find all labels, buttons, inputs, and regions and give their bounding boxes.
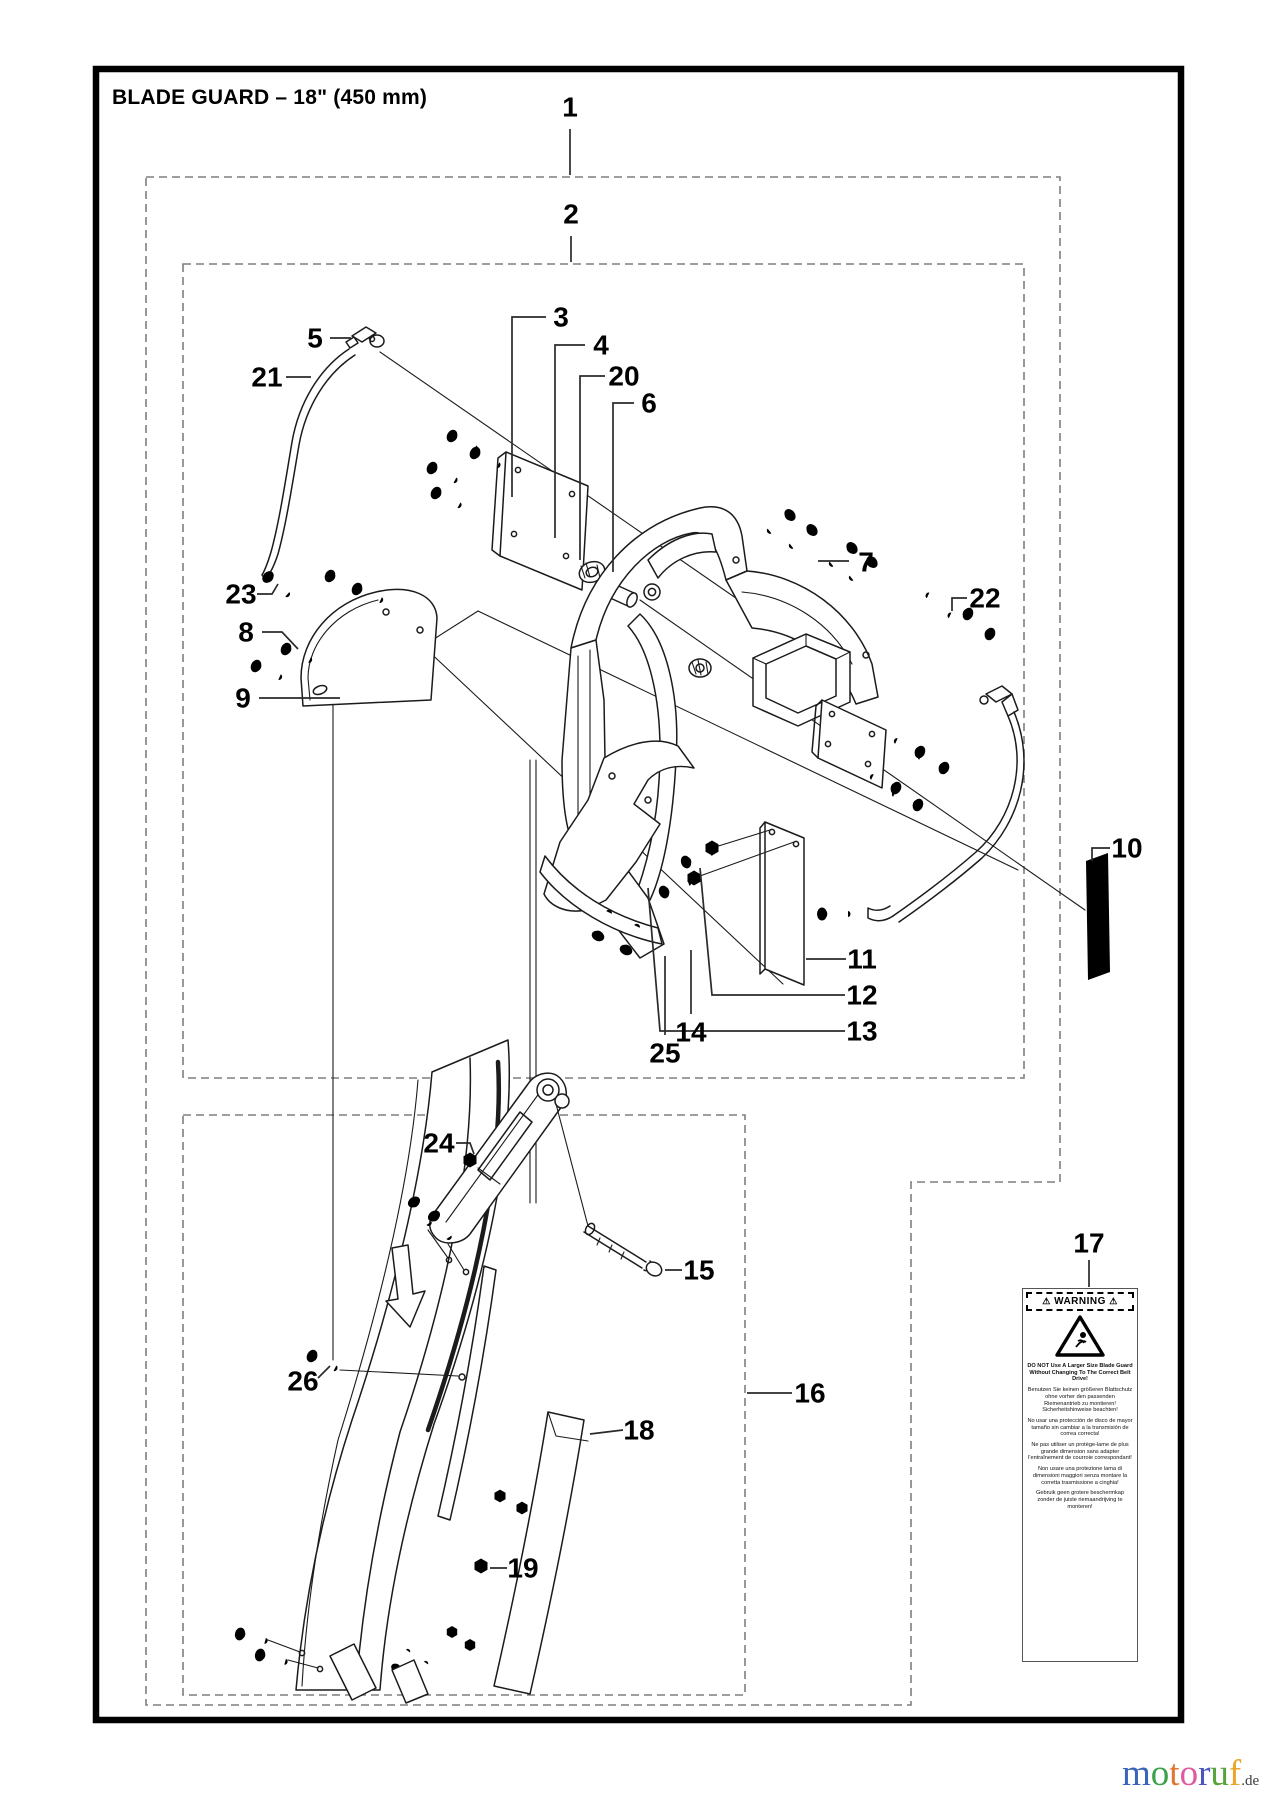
callout-number-7: 7	[858, 546, 874, 578]
warning-paragraph: No usar una protección de disco de mayor tamaño sin cambiar a la transmisión de correa correcta!	[1027, 1417, 1133, 1438]
pivot-bolt-15	[556, 1104, 664, 1279]
warning-triangle-icon: ⚠	[1109, 1296, 1118, 1306]
callout-number-6: 6	[641, 387, 657, 419]
callout-number-24: 24	[423, 1127, 455, 1159]
warning-decal	[1022, 1288, 1138, 1662]
callout-number-26: 26	[287, 1365, 319, 1397]
logo-letter: m	[1122, 1753, 1151, 1794]
callout-number-8: 8	[238, 616, 254, 648]
warning-decal-header	[1026, 1292, 1134, 1311]
kickback-warning-icon	[1054, 1313, 1106, 1359]
decal-strip-10	[1086, 853, 1110, 980]
artwork	[233, 327, 1110, 1703]
motoruf-logo	[1122, 1752, 1259, 1795]
callout-number-25: 25	[649, 1037, 681, 1069]
callout-number-14: 14	[675, 1016, 707, 1048]
warning-paragraph: DO NOT Use A Larger Size Blade Guard Without Changing To The Correct Belt Drive!	[1027, 1363, 1133, 1383]
callout-number-4: 4	[593, 329, 609, 361]
callout-number-2: 2	[563, 198, 579, 230]
callout-number-11: 11	[847, 943, 877, 975]
callout-number-19: 19	[507, 1552, 539, 1584]
callout-number-15: 15	[683, 1254, 715, 1286]
callout-number-20: 20	[608, 360, 640, 392]
assembly-group-boxes	[146, 177, 1060, 1705]
warning-header-text: WARNING	[1054, 1296, 1106, 1307]
group-box-1	[146, 177, 1060, 1705]
logo-letter: o	[1179, 1753, 1199, 1794]
callout-leader-18	[590, 1430, 623, 1434]
warning-paragraph: Non usare una protezione lama di dimensioni maggiori senza montare la corretta trasmissione a cinghia!	[1032, 1466, 1128, 1486]
warning-paragraph: Benutzen Sie keinen größeren Blattschutz ohne vorher den passenden Riemenantrieb zu montieren! Sicherheitshinweise beachten!	[1027, 1387, 1133, 1414]
callout-leader-26	[318, 1366, 330, 1378]
callout-number-16: 16	[794, 1377, 826, 1409]
warning-paragraph: Gebruik geen grotere beschermkap zonder de juiste riemaandrijving te monteren!	[1036, 1490, 1124, 1510]
callout-number-10: 10	[1111, 832, 1143, 864]
callout-number-1: 1	[562, 91, 578, 123]
callout-leader-23	[257, 584, 278, 594]
callout-leader-22	[952, 598, 967, 611]
logo-letter: f	[1228, 1753, 1242, 1794]
logo-suffix: .de	[1241, 1773, 1260, 1789]
logo-text	[1122, 1753, 1241, 1794]
logo-letter: r	[1198, 1753, 1211, 1794]
warning-paragraph: Ne pas utiliser un protège-lame de plus grande dimension sans adapter l'entraînement de courroie correspondant!	[1028, 1442, 1132, 1462]
callout-number-5: 5	[307, 322, 323, 354]
side-plate-9	[249, 568, 437, 706]
callout-number-21: 21	[251, 361, 283, 393]
callout-number-18: 18	[623, 1414, 655, 1446]
mounting-plate-4	[492, 452, 588, 590]
mounting-screws-3	[425, 428, 504, 512]
callout-number-9: 9	[235, 682, 251, 714]
warning-decal-text	[1023, 1363, 1137, 1510]
bracket-plate	[812, 700, 886, 788]
logo-letter: o	[1150, 1753, 1170, 1794]
callout-number-3: 3	[553, 301, 569, 333]
callout-number-13: 13	[846, 1015, 878, 1047]
callout-number-12: 12	[846, 979, 878, 1011]
logo-letter: u	[1210, 1753, 1229, 1794]
warning-triangle-icon: ⚠	[1042, 1296, 1051, 1306]
callout-labels	[225, 92, 1142, 1584]
callout-number-23: 23	[225, 578, 257, 610]
callout-number-17: 17	[1073, 1227, 1105, 1259]
callout-leader-8	[262, 632, 298, 649]
logo-letter: t	[1169, 1753, 1180, 1794]
callout-number-22: 22	[969, 582, 1001, 614]
page-title: BLADE GUARD – 18" (450 mm)	[112, 86, 428, 109]
